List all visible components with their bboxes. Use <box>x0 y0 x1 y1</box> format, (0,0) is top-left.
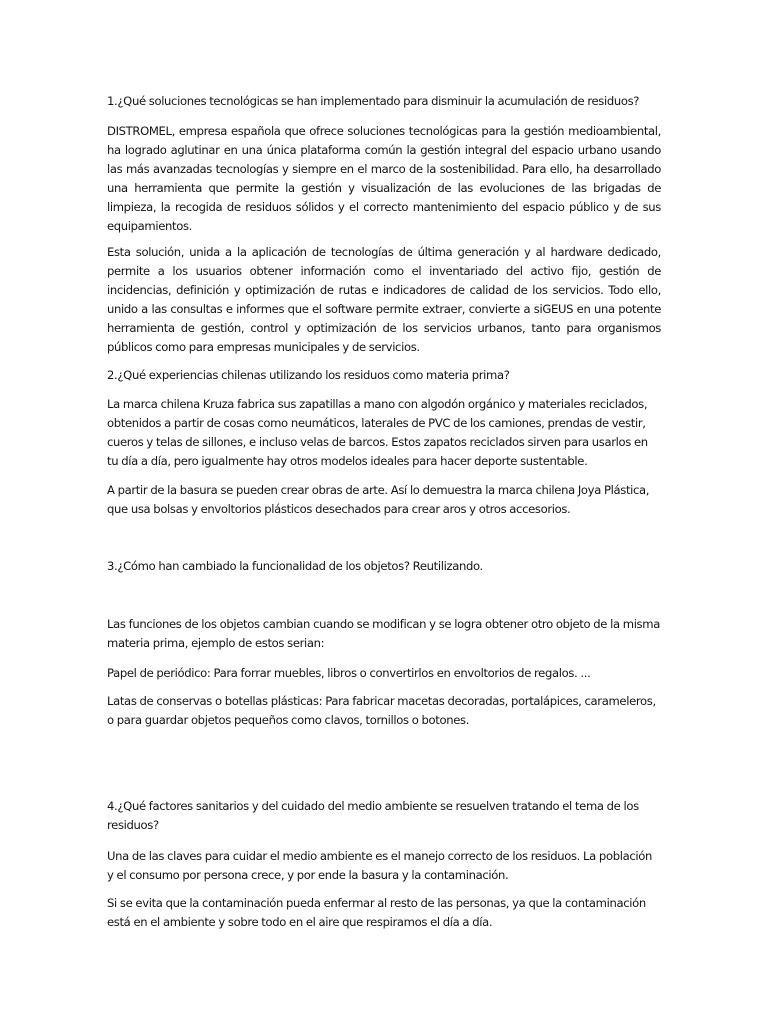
q1-paragraph-2: Esta solución, unida a la aplicación de tecnologías de última generación y al hardware dedicado, permite a los usuarios obtener información como el inventariado del activo fijo, gestión de incidencias, definición y optimización de rutas e indicadores de calidad de los servicios. Todo ello, unido a las consultas e informes que el software permite extraer, convierte a siGEUS en una potente herramienta de gestión, control y optimización de los servicios urbanos, tanto para organismos públicos como para empresas municipales y de servicios. <box>107 245 661 354</box>
q2-paragraph-2: A partir de la basura se pueden crear obras de arte. Así lo demuestra la marca chilena Joya Plástica, que usa bolsas y envoltorios plásticos desechados para crear aros y otros accesorios. <box>107 483 650 516</box>
question-3: 3.¿Cómo han cambiado la funcionalidad de los objetos? Reutilizando. <box>107 559 483 573</box>
question-4: 4.¿Qué factores sanitarios y del cuidado del medio ambiente se resuelven tratando el tema de los residuos? <box>107 799 639 832</box>
q3-paragraph-2: Papel de periódico: Para forrar muebles, libros o convertirlos en envoltorios de regalos. ... <box>107 666 591 680</box>
q1-paragraph-1: DISTROMEL, empresa española que ofrece soluciones tecnológicas para la gestión medioambiental, ha logrado aglutinar en una única plataforma común la gestión integral del espacio urbano usando las más avanzadas tecnologías y siempre en el marco de la sostenibilidad. Para ello, ha desarrollado una herramienta que permite la gestión y visualización de las evoluciones de las brigadas de limpieza, la recogida de residuos sólidos y el correcto mantenimiento del espacio público y de sus equipamientos. <box>107 124 661 233</box>
q4-paragraph-1: Una de las claves para cuidar el medio ambiente es el manejo correcto de los residuos. La población y el consumo por persona crece, y por ende la basura y la contaminación. <box>107 849 652 882</box>
question-1: 1.¿Qué soluciones tecnológicas se han implementado para disminuir la acumulación de residuos? <box>107 94 640 108</box>
question-2: 2.¿Qué experiencias chilenas utilizando los residuos como materia prima? <box>107 368 510 382</box>
q3-paragraph-3: Latas de conservas o botellas plásticas: Para fabricar macetas decoradas, portalápices, carameleros, o para guardar objetos pequeños como clavos, tornillos o botones. <box>107 694 656 727</box>
q2-paragraph-1: La marca chilena Kruza fabrica sus zapatillas a mano con algodón orgánico y materiales reciclados, obtenidos a partir de cosas como neumáticos, laterales de PVC de los camiones, prendas de vestir, cueros y telas de sillones, e incluso velas de barcos. Estos zapatos reciclados sirven para usarlos en tu día a día, pero igualmente hay otros modelos ideales para hacer deporte sustentable. <box>107 397 648 468</box>
q4-paragraph-2: Si se evita que la contaminación pueda enfermar al resto de las personas, ya que la contaminación está en el ambiente y sobre todo en el aire que respiramos el día a día. <box>107 896 646 929</box>
q3-paragraph-1: Las funciones de los objetos cambian cuando se modifican y se logra obtener otro objeto de la misma materia prima, ejemplo de estos serian: <box>107 617 660 650</box>
